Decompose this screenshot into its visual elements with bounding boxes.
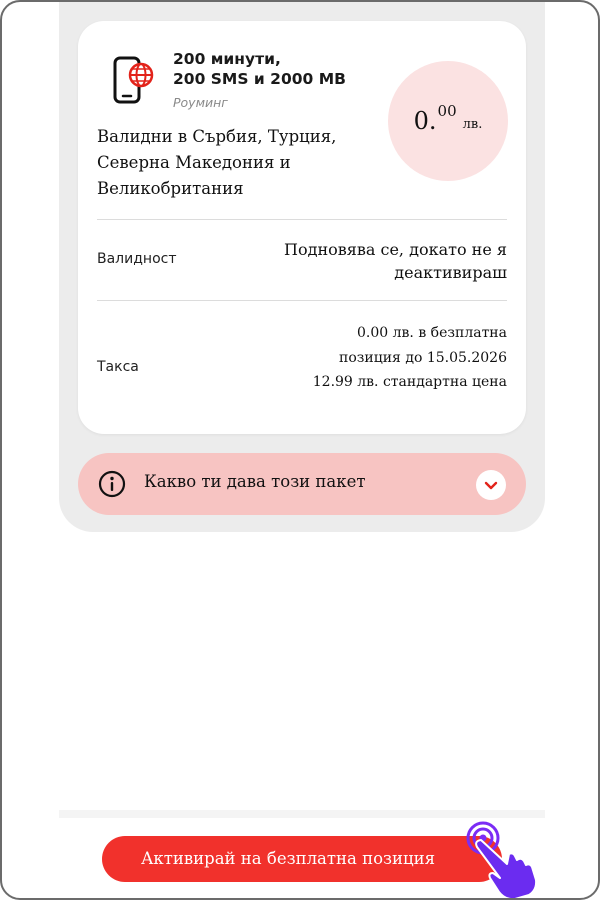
- activate-button-label: Активирай на безплатна позиция: [140, 849, 436, 868]
- hand-pointer-icon: [457, 820, 539, 900]
- accordion-toggle-button[interactable]: [476, 470, 506, 500]
- activate-free-slot-button[interactable]: [102, 836, 502, 882]
- offer-card: [78, 21, 526, 434]
- roaming-phone-globe-icon: [112, 55, 160, 111]
- offer-category: Роуминг: [173, 95, 228, 110]
- bottom-sheet-edge: [59, 810, 545, 818]
- divider: [97, 219, 507, 220]
- fee-value: 0.00 лв. в безплатна позиция до 15.05.2026 12.99 лв. стандартна цена: [312, 325, 507, 390]
- validity-label: Валидност: [97, 251, 177, 267]
- fee-label: Такса: [97, 359, 139, 375]
- price-currency: лв.: [462, 116, 483, 132]
- info-icon: [98, 470, 126, 498]
- price-badge: [388, 61, 508, 181]
- validity-value: Подновява се, докато не я деактивираш: [284, 240, 507, 282]
- chevron-down-icon: [484, 476, 498, 495]
- price-decimal: 00: [437, 102, 457, 120]
- accordion-label: Какво ти дава този пакет: [144, 472, 366, 491]
- offer-description: Валидни в Сърбия, Турция, Северна Македония и Великобритания: [97, 127, 337, 198]
- price-integer: 0.: [413, 107, 437, 135]
- offer-title-line-2: 200 SMS и 2000 MB: [173, 70, 346, 88]
- divider: [97, 300, 507, 301]
- package-info-accordion[interactable]: [78, 453, 526, 515]
- offer-title-line-1: 200 минути,: [173, 50, 281, 68]
- offer-title: [173, 49, 373, 89]
